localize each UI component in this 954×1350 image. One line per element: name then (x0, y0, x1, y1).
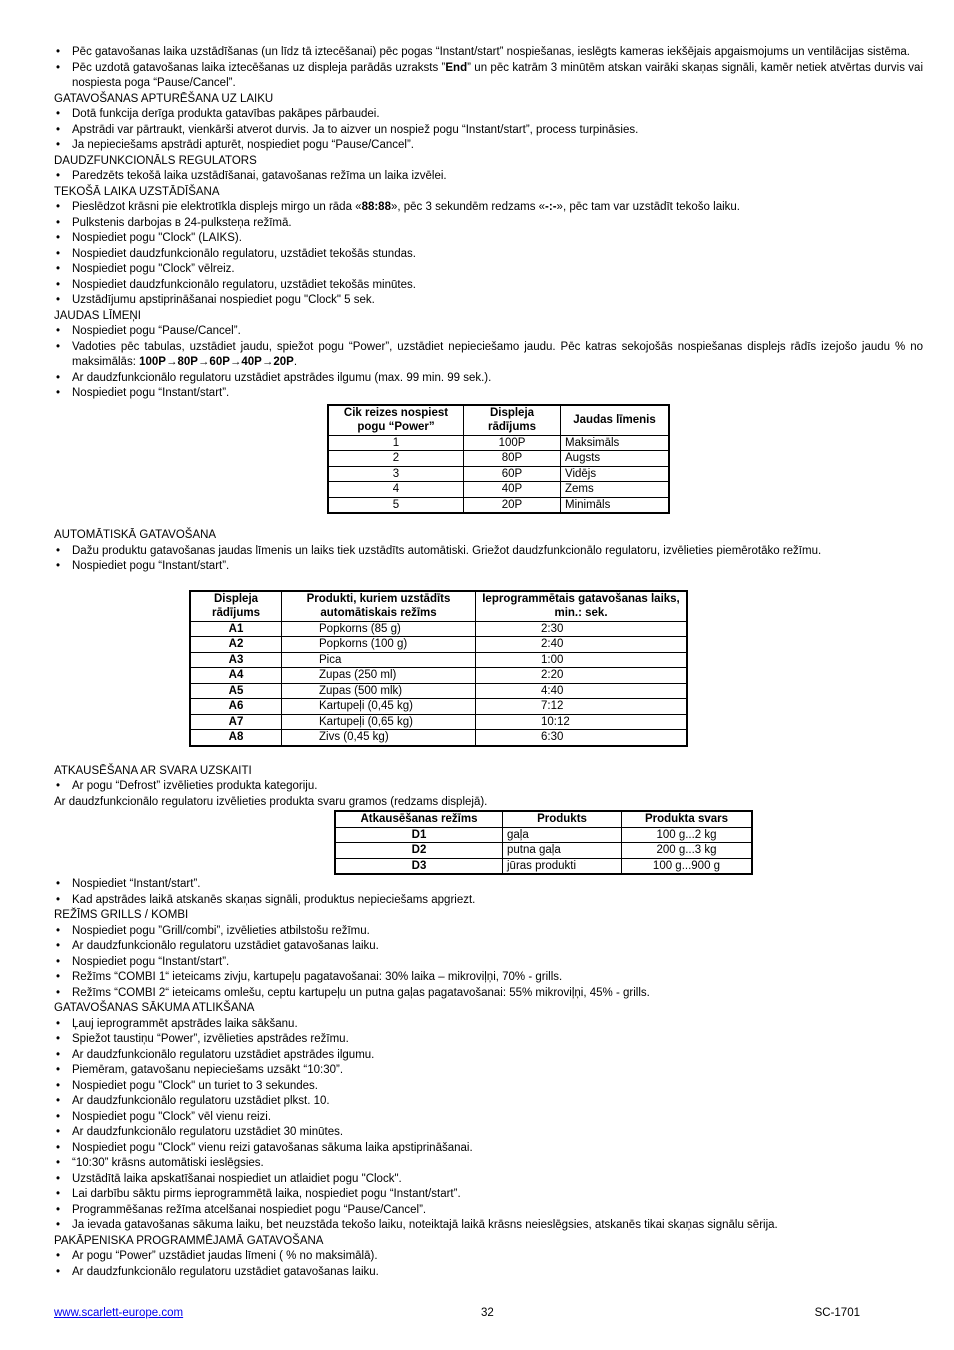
column-header: Produkti, kuriem uzstādīts automātiskais režīms (282, 591, 476, 622)
list-item: • Ar daudzfunkcionālo regulatoru uzstādiet apstrādes ilgumu (max. 99 min. 99 sek.). (54, 371, 923, 387)
table-row: D2 putna gaļa 200 g...3 kg (335, 843, 752, 859)
list-item: • Apstrādi var pārtraukt, vienkārši atverot durvis. Ja to aizver un nospiež pogu “Instant/start”, process turpināsies. (54, 123, 923, 139)
list-item: • Lai darbību sāktu pirms ieprogrammētā laika, nospiediet pogu “Instant/start”. (54, 1187, 923, 1203)
list-item: • Režīms “COMBI 1“ ieteicams zivju, kartupeļu pagatavošanai: 30% laika – mikroviļņi, 70% - grills. (54, 970, 923, 986)
list-item: • Dotā funkcija derīga produkta gatavības pakāpes pārbaudei. (54, 107, 923, 123)
column-header: Displeja rādījums (464, 405, 561, 436)
list-item: • Ja nepieciešams apstrādi apturēt, nospiediet pogu “Pause/Cancel”. (54, 138, 923, 154)
section-heading: JAUDAS LĪMEŅI (54, 309, 141, 322)
defrost-table (334, 810, 753, 875)
table-row: A2 Popkorns (100 g) 2:40 (190, 637, 687, 653)
list-item: • Ar daudzfunkcionālo regulatoru uzstādiet 30 minūtes. (54, 1125, 923, 1141)
table-row: 5 20P Minimāls (328, 497, 669, 513)
list-item: • Ar daudzfunkcionālo regulatoru uzstādiet apstrādes ilgumu. (54, 1048, 923, 1064)
list-item: • Programmēšanas režīma atcelšanai nospiediet pogu “Pause/Cancel”. (54, 1203, 923, 1219)
list-item: • Ar daudzfunkcionālo regulatoru uzstādiet plkst. 10. (54, 1094, 923, 1110)
list-item: • Nospiediet pogu “Instant/start”. (54, 386, 923, 402)
list-item: • Nospiediet pogu “Instant/start”. (54, 559, 923, 575)
defrost-list (54, 779, 923, 795)
list-item: • Ļauj ieprogrammēt apstrādes laika sākšanu. (54, 1017, 923, 1033)
power-table (327, 404, 670, 515)
table-row: 1 100P Maksimāls (328, 435, 669, 451)
list-item: • Nospiediet pogu ”Grill/combi”, izvēlieties atbilstošu režīmu. (54, 924, 923, 940)
website-link[interactable]: www.scarlett-europe.com (54, 1307, 184, 1319)
table-row: A4 Zupas (250 ml) 2:20 (190, 668, 687, 684)
section-heading: AUTOMĀTISKĀ GATAVOŠANA (54, 529, 217, 541)
paragraph: Ar daudzfunkcionālo regulatoru izvēlieties produkta svaru gramos (redzams displejā). (54, 795, 488, 808)
section-heading: REŽĪMS GRILLS / KOMBI (54, 909, 189, 921)
grill-list (54, 924, 923, 1002)
table-header-row (335, 811, 752, 827)
section-heading: GATAVOŠANAS APTURĒŠANA UZ LAIKU (54, 92, 274, 105)
column-header: Ieprogrammētais gatavošanas laiks, min.: sek. (476, 591, 688, 622)
column-header: Displeja rādījums (190, 591, 282, 622)
list-item: • Nospiediet pogu “Pause/Cancel”. (54, 324, 923, 340)
table-row: 3 60P Vidējs (328, 466, 669, 482)
section-heading: TEKOŠĀ LAIKA UZSTĀDĪŠANA (54, 185, 220, 198)
table-row: D1 gaļa 100 g...2 kg (335, 827, 752, 843)
section-heading: GATAVOŠANAS SĀKUMA ATLIKŠANA (54, 1002, 255, 1014)
table-row: 2 80P Augsts (328, 451, 669, 467)
list-item: • Pēc gatavošanas laika uzstādīšanas (un līdz tā iztecēšanai) pēc pogas “Instant/start” nospiešanas, ieslēgts kameras iekšējais apgaismojums un ventilācijas sistēma. (54, 45, 923, 61)
list-item: • Dažu produktu gatavošanas jaudas līmenis un laiks tiek uzstādīts automātiski. Griežot daudzfunkcionālo regulatoru, izvēlieties piemērotāko režīmu. (54, 544, 923, 560)
table-row: A3 Pica 1:00 (190, 652, 687, 668)
list-item: • Nospiediet “Instant/start”. (54, 877, 923, 893)
list-item: • Pēc uzdotā gatavošanas laika iztecēšanas uz displeja parādās uzraksts ”End” un pēc katrām 3 minūtēm atskan vairāki skaņas signāli, kamēr netiek atvērtas durvis vai nospiesta poga “Pause/Cancel”. (54, 61, 923, 92)
list-item: • Nospiediet daudzfunkcionālo regulatoru, uzstādiet tekošās minūtes. (54, 278, 923, 294)
section-heading: DAUDZFUNKCIONĀLS REGULATORS (54, 154, 257, 167)
section-heading: PAKĀPENISKA PROGRAMMĒJAMĀ GATAVOŠANA (54, 1234, 324, 1247)
list-item: • Pulkstenis darbojas в 24-pulksteņa režīmā. (54, 216, 923, 232)
list-item: • “10:30” krāsns automātiski ieslēgsies. (54, 1156, 923, 1172)
list-item: • Ar pogu “Power” uzstādiet jaudas līmeni ( % no maksimālā). (54, 1249, 923, 1265)
column-header: Jaudas līmenis (561, 405, 670, 436)
table-header-row (190, 591, 687, 622)
list-item: • Ar pogu “Defrost” izvēlieties produkta kategoriju. (54, 779, 923, 795)
section-heading: ATKAUSĒŠANA AR SVARA UZSKAITI (54, 764, 252, 777)
list-item: • Ja ievada gatavošanas sākuma laiku, bet neuzstāda tekošo laiku, noteiktajā laikā krāsns neieslēgsies, atskanēs tikai skaņas signālu sērija. (54, 1218, 923, 1234)
column-header: Atkausēšanas režīms (335, 811, 503, 827)
table-row: D3 jūras produkti 100 g...900 g (335, 858, 752, 874)
defrost-after-list (54, 877, 923, 908)
stage-list (54, 1249, 923, 1280)
table-row: A5 Zupas (500 mlk) 4:40 (190, 683, 687, 699)
delay-list (54, 1017, 923, 1234)
table-row: A6 Kartupeļi (0,45 kg) 7:12 (190, 699, 687, 715)
page-number: 32 (481, 1307, 494, 1319)
list-item: • Uzstādītā laika apskatīšanai nospiediet un atlaidiet pogu "Clock". (54, 1172, 923, 1188)
column-header: Produkts (503, 811, 622, 827)
table-row: 4 40P Zems (328, 482, 669, 498)
power-list (54, 324, 923, 402)
list-item: • Kad apstrādes laikā atskanēs skaņas signāli, produktus nepieciešams apgriezt. (54, 893, 923, 909)
list-item: • Pieslēdzot krāsni pie elektrotīkla displejs mirgo un rāda «88:88», pēc 3 sekundēm redzams «-:-», pēc tam var uzstādīt tekošo laiku. (54, 200, 923, 216)
pause-list (54, 107, 923, 154)
list-item: • Ar daudzfunkcionālo regulatoru uzstādiet gatavošanas laiku. (54, 1265, 923, 1281)
table-header-row (328, 405, 669, 436)
list-item: • Nospiediet pogu "Clock" un turiet to 3 sekundes. (54, 1079, 923, 1095)
list-item: • Režīms “COMBI 2“ ieteicams omlešu, ceptu kartupeļu un putna gaļas pagatavošanai: 55% mikroviļņi, 45% - grills. (54, 986, 923, 1002)
document-page (54, 45, 923, 1280)
clock-list (54, 200, 923, 309)
column-header: Cik reizes nospiest pogu “Power” (328, 405, 464, 436)
list-item: • Nospiediet pogu "Clock" vienu reizi gatavošanas sākuma laika apstiprināšanai. (54, 1141, 923, 1157)
list-item: • Nospiediet pogu "Clock" (LAIKS). (54, 231, 923, 247)
column-header: Produkta svars (622, 811, 753, 827)
list-item: • Uzstādījumu apstiprināšanai nospiediet pogu "Clock" 5 sek. (54, 293, 923, 309)
list-item: • Nospiediet pogu "Clock” vēlreiz. (54, 262, 923, 278)
table-row: A1 Popkorns (85 g) 2:30 (190, 621, 687, 637)
list-item: • Nospiediet pogu “Instant/start”. (54, 955, 923, 971)
list-item: • Piemēram, gatavošanu nepieciešams uzsākt “10:30”. (54, 1063, 923, 1079)
list-item: • Ar daudzfunkcionālo regulatoru uzstādiet gatavošanas laiku. (54, 939, 923, 955)
list-item: • Spiežot taustiņu “Power”, izvēlieties apstrādes režīmu. (54, 1032, 923, 1048)
table-row: A8 Zivs (0,45 kg) 6:30 (190, 730, 687, 746)
table-row: A7 Kartupeļi (0,65 kg) 10:12 (190, 714, 687, 730)
intro-list (54, 45, 923, 92)
page-footer (54, 1306, 860, 1322)
list-item: • Paredzēts tekošā laika uzstādīšanai, gatavošanas režīma un laika izvēlei. (54, 169, 923, 185)
auto-program-table (189, 590, 688, 747)
model-number: SC-1701 (814, 1307, 860, 1319)
list-item: • Nospiediet pogu "Clock” vēl vienu reizi. (54, 1110, 923, 1126)
auto-list (54, 544, 923, 575)
list-item: • Vadoties pēc tabulas, uzstādiet jaudu, spiežot pogu “Power”, uzstādiet nepieciešamo jaudu. Pēc katras sekojošās nospiešanas displejs rādīs izejošo jaudu % no maksimālās: 100P→80P→60P→40P→20P. (54, 340, 923, 371)
regulator-list (54, 169, 923, 185)
list-item: • Nospiediet daudzfunkcionālo regulatoru, uzstādiet tekošās stundas. (54, 247, 923, 263)
